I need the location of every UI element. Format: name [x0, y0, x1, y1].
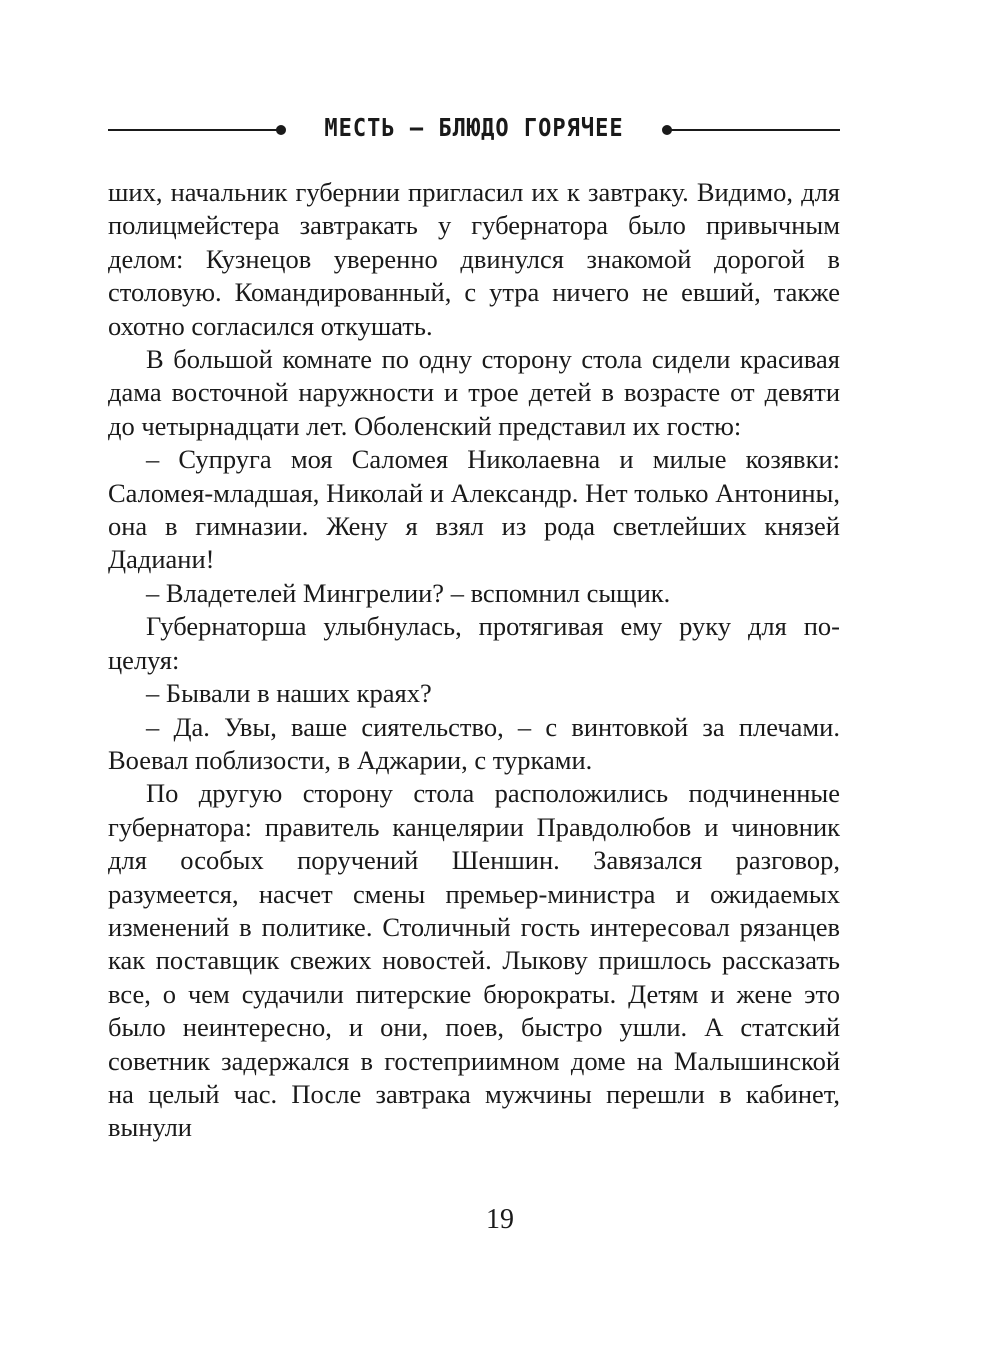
- right-rule: [670, 129, 840, 131]
- paragraph-6: – Бывали в наших краях?: [146, 678, 432, 709]
- paragraph-2: В большой комнате по одну сторону стола сидели красивая дама восточной наружности и трое детей в возрасте от девяти до четырнадцати лет. Оболенский представил их гостю:: [108, 344, 840, 441]
- paragraph-7: – Да. Увы, ваше сиятельство, – с винтовкой за плечами. Воевал поблизости, в Аджарии, с турками.: [108, 711, 840, 775]
- body-text: [108, 176, 840, 1145]
- running-head: [108, 110, 840, 150]
- paragraph-1: ших, начальник губернии пригласил их к завтраку. Видимо, для полицмейстера завтракать у губернатора было привычным делом: Кузнецов уверенно двинулся знакомой дорогой в столовую. Командированный, с утра ничего не евший, также охотно согласился откушать.: [108, 177, 840, 341]
- paragraph-3: – Супруга моя Саломея Николаевна и милые козявки: Саломея-младшая, Николай и Александр. Нет только Антонины, она в гимназии. Жену я взял из рода светлейших князей Дадиани!: [108, 444, 840, 575]
- left-bullet-ornament: [276, 125, 286, 135]
- paragraph-5: Губернаторша улыбнулась, протягивая ему руку для поцелуя:: [108, 611, 840, 675]
- page-number: 19: [486, 1204, 514, 1235]
- left-rule: [108, 129, 278, 131]
- paragraph-8: По другую сторону стола расположились подчиненные губернатора: правитель канцелярии Правдолюбов и чиновник для особых поручений Шеншин. Завязался разговор, разумеется, насчет смены премьер-министра и ожидаемых изменений в политике. Столичный гость интересовал рязанцев как поставщик свежих новостей. Лыкову пришлось рассказать все, о чем судачили питерские бюрократы. Детям и жене это было неинтересно, и они, поев, быстро ушли. А статский советник задержался в гостеприимном доме на Малышинской на целый час. После завтрака мужчины перешли в кабинет, вынули: [108, 778, 840, 1143]
- running-head-title: МЕСТЬ – БЛЮДО ГОРЯЧЕЕ: [324, 114, 624, 143]
- paragraph-4: – Владетелей Мингрелии? – вспомнил сыщик.: [146, 577, 671, 608]
